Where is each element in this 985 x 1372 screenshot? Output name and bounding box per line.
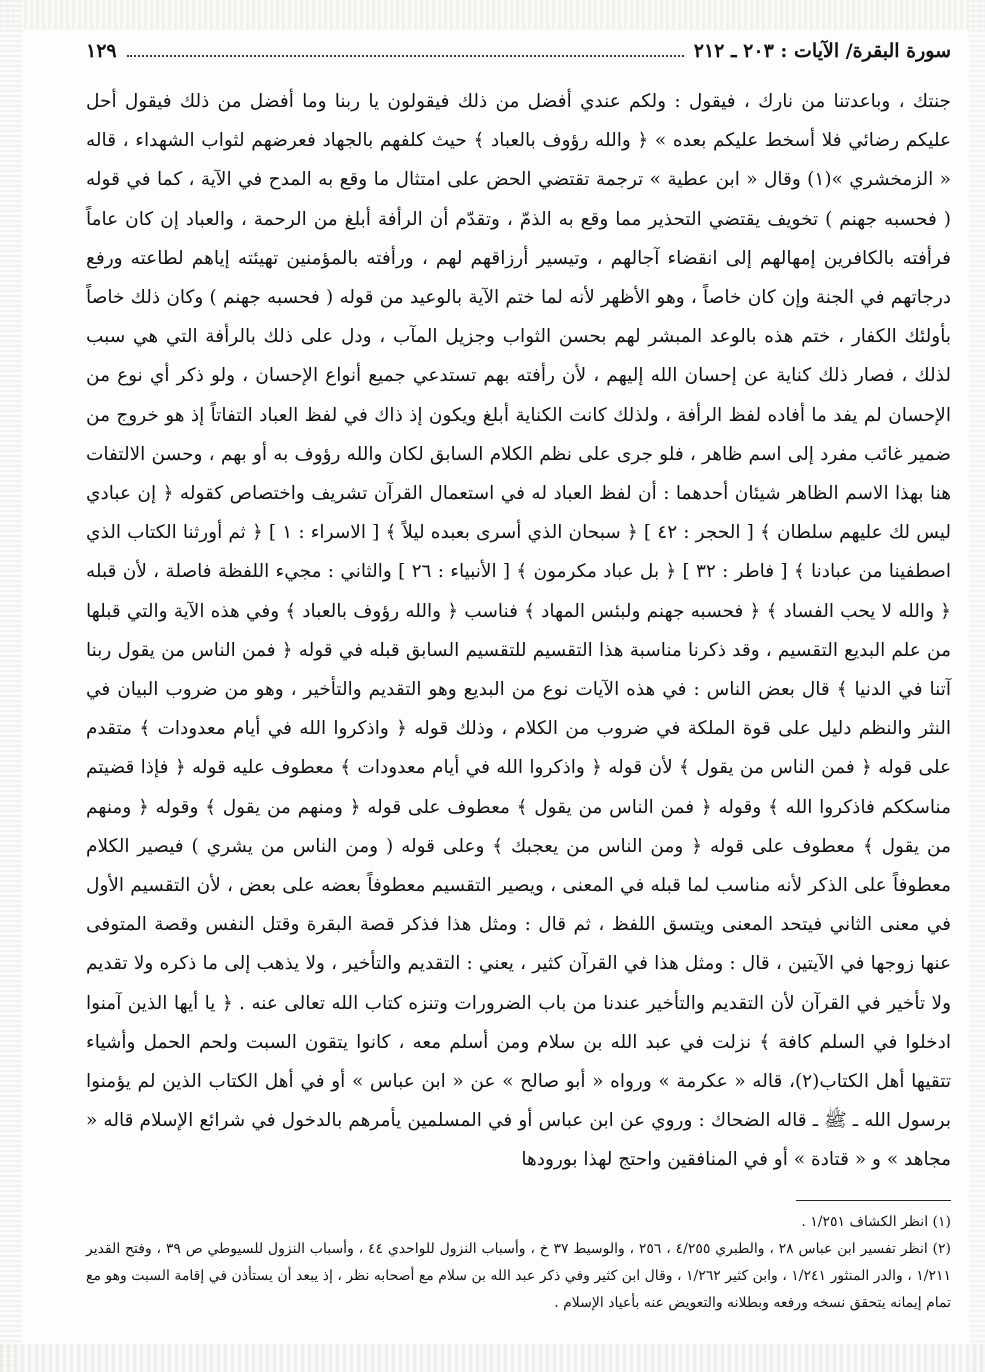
- main-text: [86, 82, 951, 1180]
- body-paragraph: جنتك ، وباعدتنا من نارك ، فيقول : ولكم عندي أفضل من ذلك فيقولون يا ربنا وما أفضل من ذلك فيقول أحل عليكم رضائي فلا أسخط عليكم بعده » ﴿ والله رؤوف بالعباد ﴾ حيث كلفهم بالجهاد فعرضهم لثواب الشهداء ، قاله « الزمخشري »(١) وقال « ابن عطية » ترجمة تقتضي الحض على امتثال ما وقع به المدح في الآية ، كما في قوله ( فحسبه جهنم ) تخويف يقتضي التحذير مما وقع به الذمّ ، وتقدّم أن الرأفة أبلغ من الرحمة ، والعباد إن كان عاماً فرأفته بالكافرين إمهالهم إلى انقضاء آجالهم ، وتيسير أرزاقهم لهم ، ورأفته بالمؤمنين تهيئته إياهم لطاعته ورفع درجاتهم في الجنة وإن كان خاصاً ، وهو الأظهر لأنه لما ختم الآية بالوعيد من قوله ( فحسبه جهنم ) وكان ذلك خاصاً بأولئك الكفار ، ختم هذه بالوعد المبشر لهم بحسن الثواب وجزيل المآب ، ودل على ذلك بالرأفة التي هي سبب لذلك ، فصار ذلك كناية عن إحسان الله إليهم ، لأن رأفته بهم تستدعي جميع أنواع الإحسان ، ولو ذكر أي نوع من الإحسان لم يفد ما أفاده لفظ الرأفة ، ولذلك كانت الكناية أبلغ ويكون إذ ذاك في لفظ العباد التفاتاً إذ هو خروج من ضمير غائب مفرد إلى اسم ظاهر ، فلو جرى على نظم الكلام السابق لكان والله رؤوف به أو بهم ، وحسن الالتفات هنا بهذا الاسم الظاهر شيئان أحدهما : أن لفظ العباد له في استعمال القرآن تشريف واختصاص كقوله ﴿ إن عبادي ليس لك عليهم سلطان ﴾ [ الحجر : ٤٢ ] ﴿ سبحان الذي أسرى بعبده ليلاً ﴾ [ الاسراء : ١ ] ﴿ ثم أورثنا الكتاب الذي اصطفينا من عبادنا ﴾ [ فاطر : ٣٢ ] ﴿ بل عباد مكرمون ﴾ [ الأنبياء : ٢٦ ] والثاني : مجيء اللفظة فاصلة ، لأن قبله ﴿ والله لا يحب الفساد ﴾ ﴿ فحسبه جهنم ولبئس المهاد ﴾ فناسب ﴿ والله رؤوف بالعباد ﴾ وفي هذه الآية والتي قبلها من علم البديع التقسيم ، وقد ذكرنا مناسبة هذا التقسيم للتقسيم السابق قبله في قوله ﴿ فمن الناس من يقول ربنا آتنا في الدنيا ﴾ قال بعض الناس : في هذه الآيات نوع من البديع وهو التقديم والتأخير ، وهو من ضروب البيان في النثر والنظم دليل على قوة الملكة في ضروب من الكلام ، وذلك قوله ﴿ واذكروا الله في أيام معدودات ﴾ متقدم على قوله ﴿ فمن الناس من يقول ﴾ لأن قوله ﴿ واذكروا الله في أيام معدودات ﴾ معطوف عليه قوله ﴿ فإذا قضيتم مناسككم فاذكروا الله ﴾ وقوله ﴿ فمن الناس من يقول ﴾ معطوف على قوله ﴿ ومنهم من يقول ﴾ وقوله ﴿ ومنهم من يقول ﴾ معطوف على قوله ﴿ ومن الناس من يعجبك ﴾ وعلى قوله ( ومن الناس من يشري ) فيصير الكلام معطوفاً على الذكر لأنه مناسب لما قبله في المعنى ، ويصير التقسيم معطوفاً بعضه على بعض ، لأن التقسيم الأول في معنى الثاني فيتحد المعنى ويتسق اللفظ ، ثم قال : ومثل هذا فذكر قصة البقرة وقتل النفس وقصة المتوفى عنها زوجها في الآيتين ، قال : ومثل هذا في القرآن كثير ، يعني : التقديم والتأخير ، ولا يذهب إلى ما ذكره ولا تقديم ولا تأخير في القرآن لأن التقديم والتأخير عندنا من باب الضرورات وتنزه كتاب الله تعالى عنه . ﴿ يا أيها الذين آمنوا ادخلوا في السلم كافة ﴾ نزلت في عبد الله بن سلام ومن أسلم معه ، كانوا يتقون السبت ولحم الحمل وأشياء تتقيها أهل الكتاب(٢)، قاله « عكرمة » ورواه « أبو صالح » عن « ابن عباس » أو في أهل الكتاب الذين لم يؤمنوا برسول الله ـ ﷺ ـ قاله الضحاك : وروي عن ابن عباس أو في المسلمين يأمرهم بالدخول في شرائع الإسلام قاله « مجاهد » و « قتادة » أو في المنافقين واحتج لهذا بورودها: [86, 91, 952, 1171]
- scan-border-right: [969, 0, 985, 1372]
- surah-title: سورة البقرة/ الآيات : ٢٠٣ ـ ٢١٢: [693, 40, 951, 62]
- book-page: [86, 40, 951, 1340]
- header-dot-leader: [127, 41, 684, 57]
- footnote-2: (٢) انظر تفسير ابن عباس ٢٨ ، والطبري ٤/٢٥٥ ، ٢٥٦ ، والوسيط ٣٧ خ ، وأسباب النزول للواحدي ٤٤ ، وأسباب النزول للسيوطي ص ٣٩ ، وفتح القدير ١/٢١١ ، والدر المنثور ١/٢٤١ ، وابن كثير ١/٢٦٢ ، وقال ابن كثير وفي ذكر عبد الله بن سلام مع أصحابه نظر ، إذ يبعد أن يستأذن في إقامة السبت وهو مع تمام إيمانه يتحقق نسخه ورفعه وبطلانه والتعويض عنه بأعياد الإسلام .: [86, 1240, 951, 1311]
- scan-border-bottom: [0, 1344, 985, 1372]
- page-number: ١٢٩: [86, 40, 117, 62]
- scan-border-top: [0, 0, 985, 30]
- footnote-1: (١) انظر الكشاف ١/٢٥١ .: [801, 1213, 951, 1230]
- footnotes: [86, 1209, 951, 1317]
- scan-border-left: [0, 0, 22, 1372]
- running-header: [86, 40, 951, 76]
- footnote-separator: [796, 1200, 951, 1201]
